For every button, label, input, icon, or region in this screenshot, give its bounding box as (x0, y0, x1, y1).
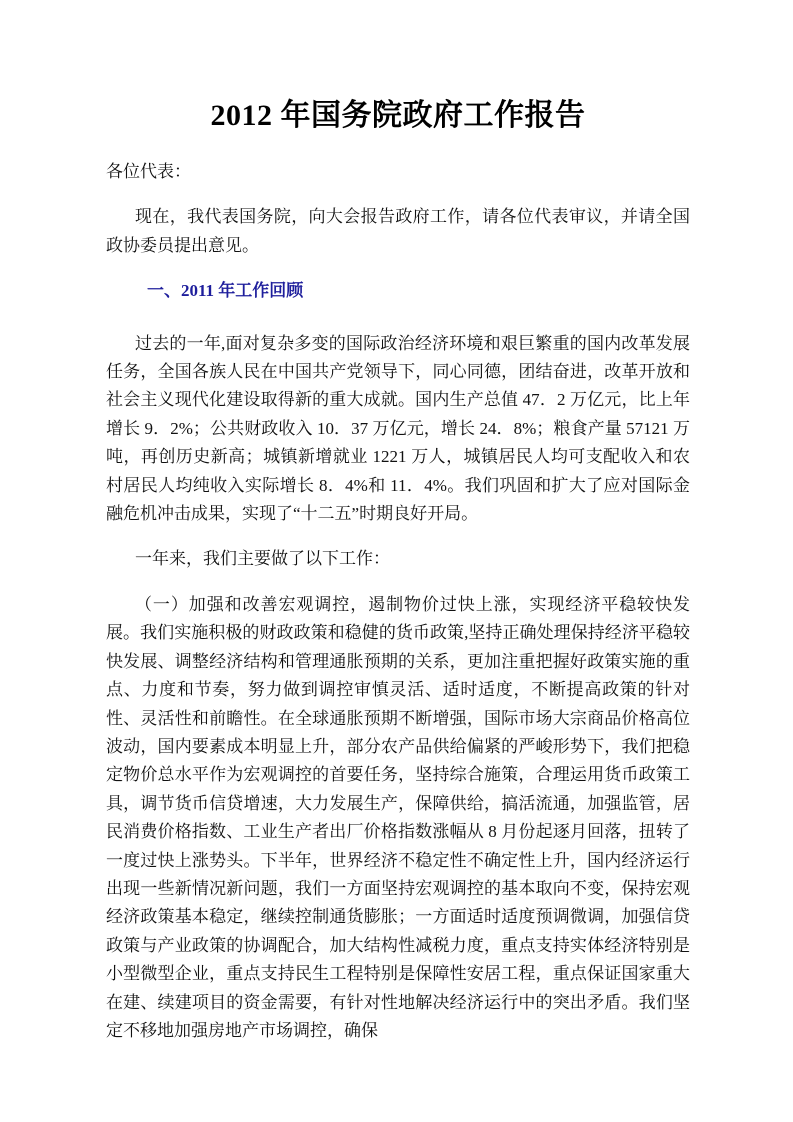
section-1-heading: 一、2011 年工作回顾 (147, 281, 304, 301)
section-1-lead-in-paragraph: 一年来，我们主要做了以下工作： (135, 549, 390, 569)
section-1-review-paragraph: 过去的一年,面对复杂多变的国际政治经济环境和艰巨繁重的国内改革发展任务，全国各族人民在中国共产党领导下，同心同德，团结奋进，改革开放和社会主义现代化建设取得新的重大成就。国内生产总值 47．2 万亿元，比上年增长 9．2%；公共财政收入 10．37 万亿元，增长 24．8%；粮食产量 57121 万吨，再创历史新高；城镇新增就业 1221 万人，城镇居民人均可支配收入和农村居民人均纯收入实际增长 8．4%和 11．4%。我们巩固和扩大了应对国际金融危机冲击成果，实现了“十二五”时期良好开局。 (106, 333, 690, 524)
section-1-item-1-paragraph: （一）加强和改善宏观调控，遏制物价过快上涨，实现经济平稳较快发展。我们实施积极的财政政策和稳健的货币政策,坚持正确处理保持经济平稳较快发展、调整经济结构和管理通胀预期的关系，更加注重把握好政策实施的重点、力度和节奏，努力做到调控审慎灵活、适时适度，不断提高政策的针对性、灵活性和前瞻性。在全球通胀预期不断增强，国际市场大宗商品价格高位波动，国内要素成本明显上升，部分农产品供给偏紧的严峻形势下，我们把稳定物价总水平作为宏观调控的首要任务，坚持综合施策，合理运用货币政策工具，调节货币信贷增速，大力发展生产，保障供给，搞活流通，加强监管，居民消费价格指数、工业生产者出厂价格指数涨幅从 8 月份起逐月回落，扭转了一度过快上涨势头。下半年，世界经济不稳定性不确定性上升，国内经济运行出现一些新情况新问题，我们一方面坚持宏观调控的基本取向不变，保持宏观经济政策基本稳定，继续控制通货膨胀；一方面适时适度预调微调，加强信贷政策与产业政策的协调配合，加大结构性减税力度，重点支持实体经济特别是小型微型企业，重点支持民生工程特别是保障性安居工程，重点保证国家重大在建、续建项目的资金需要，有针对性地解决经济运行中的突出矛盾。我们坚定不移地加强房地产市场调控，确保 (106, 594, 690, 1040)
intro-paragraph: 现在，我代表国务院，向大会报告政府工作，请各位代表审议，并请全国政协委员提出意见。 (106, 207, 690, 255)
salutation-line: 各位代表： (106, 162, 191, 181)
document-title: 2012 年国务院政府工作报告 (210, 99, 586, 132)
